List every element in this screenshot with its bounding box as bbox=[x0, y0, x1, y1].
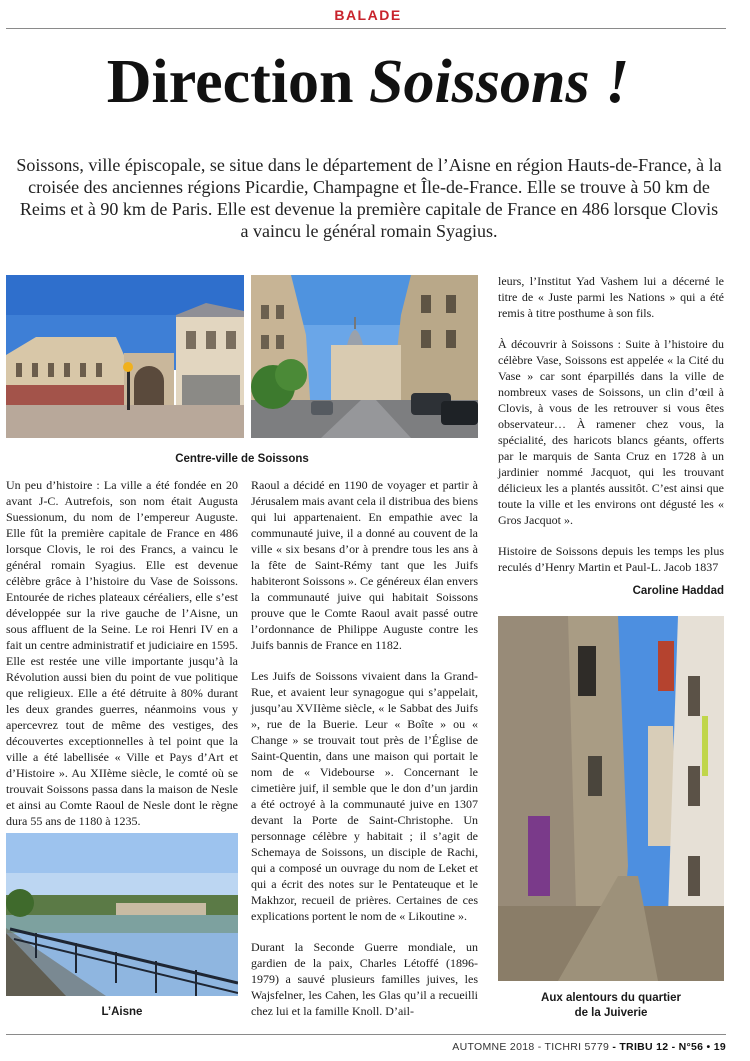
column-1 bbox=[6, 477, 238, 829]
page-footer bbox=[452, 1041, 726, 1053]
paragraph: leurs, l’Institut Yad Vashem lui a décerné le titre de « Juste parmi les Nations » qui a été remis à titre posthume à son fils. bbox=[498, 274, 724, 320]
paragraph: Les Juifs de Soissons vivaient dans la Grand-Rue, et avaient leur synagogue qui s’appelait, jusqu’au XVIIème siècle, « le Sabbat des Juifs », rue de la Buerie. Leur « Boîte » ou « Change » se trouvait tout près de l’Église de Saint-Quentin, dans une maison qui portait le nom de « Videbourse ». Concernant le cimetière juif, il semble que le don d’un jardin a été octroyé à la communauté juive en 1307 devant la Porte de Saint-Christophe. Un personnage célèbre y habitait ; il s’agit de Schemaya de Soissons, un disciple de Rachi, qui a composé un ouvrage du nom de Leket et qui a écrit des notes sur le Pentateuque et le Makhzor, recueil de prières. Certaines de ces explications portent le nom de « Likoutine ». bbox=[251, 669, 478, 923]
paragraph: À découvrir à Soissons : Suite à l’histoire du célèbre Vase, Soissons est appelée « la Cité du Vase » car sont éparpillés dans la ville de nombreux vases de Soissons, un clin d’œil à Clovis, à vous de les retrouver si vous êtes observateur… À ramener chez vous, la spécialité, des haricots blancs géants, offerts par le marquis de Santa Cruz en 1728 à un jardinier nommé Jacquot, qui les trouvant délicieux les a plantés aussitôt. C’est ainsi que toute la ville et les environs ont dégusté les « Gros Jacquot ». bbox=[498, 337, 724, 527]
caption-aisne: L’Aisne bbox=[101, 1006, 143, 1018]
paragraph: Un peu d’histoire : La ville a été fondée en 20 avant J-C. Autrefois, son nom était Augusta Suessionum, du nom de l’empereur Auguste. Elle fût la première capitale de France en 486 lorsque Clovis, le roi des Francs, a vaincu le général romain Syagius. Elle est devenue célèbre grâce à l’histoire du Vase de Soissons. Entourée de riches plateaux céréaliers, elle s’est développée sur la rive gauche de l’Aisne, un sous affluent de la Seine. Le roi Henri IV en a fait un centre administratif et judiciaire en 1595. Elle est restée une ville importante jusqu’à la Révolution aussi bien du point de vue politique que religieux. Elle a été détruite à 80% durant les deux grandes guerres, néanmoins vous y apercevrez tout de même des vestiges, des découvertes exceptionnelles à tel point que la ville a été labellisée « Ville et Pays d’Art et d’Histoire ». Au XIIème siècle, le comté où se trouvait Soissons passa dans la maison de Nesle et ainsi au Comte Raoul de Nesle dont le règne dura 55 ans de 1180 à 1235. bbox=[6, 478, 238, 828]
photo-juiverie-alley bbox=[498, 616, 724, 981]
footer-magazine: - TRIBU 12 - N°56 • 19 bbox=[612, 1041, 726, 1053]
intro-paragraph: Soissons, ville épiscopale, se situe dans le département de l’Aisne en région Hauts-de-France, à la croisée des anciennes régions Picardie, Champagne et Île-de-France. Elle se trouve à 50 km de Reims et à 90 km de Paris. Elle est devenue la première capitale de France en 486 lorsque Clovis a vaincu le général romain Syagius. bbox=[16, 155, 722, 241]
paragraph: Durant la Seconde Guerre mondiale, un gardien de la paix, Charles Létoffé (1896-1979) a sauvé plusieurs familles juives, les Wajsfelner, les Cahen, les Glas qu’il a recueilli chez lui et la famille Knoll. D’ail- bbox=[251, 940, 478, 1018]
paragraph: Raoul a décidé en 1190 de voyager et partir à Jérusalem mais avant cela il distribua des biens qui lui appartenaient. En empathie avec la communauté juive, il a donné au couvent de la ville « six besans d’or à prendre tous les ans à la fête de Saint-Rémy tant que les Juifs habiteront Soissons ». Ce généreux élan envers la communauté juive qui habitait Soissons prouve que le Comte Raoul avait passé outre l’ordonnance de Philippe Auguste contre les Juifs bannis de France en 1182. bbox=[251, 478, 478, 652]
caption-juiverie-line-2: de la Juiverie bbox=[574, 1007, 648, 1019]
author-signature: Caroline Haddad bbox=[632, 585, 724, 597]
footer-issue: AUTOMNE 2018 - TICHRI 5779 bbox=[452, 1041, 610, 1053]
caption-juiverie bbox=[498, 991, 724, 1021]
page-title bbox=[0, 44, 736, 120]
top-rule bbox=[6, 28, 726, 29]
column-3 bbox=[498, 273, 724, 575]
title-plain: Direction bbox=[106, 48, 370, 116]
bottom-rule bbox=[6, 1034, 726, 1035]
photo-street-view bbox=[251, 275, 478, 438]
caption-centre-ville: Centre-ville de Soissons bbox=[175, 453, 309, 465]
photo-aisne-river bbox=[6, 833, 238, 996]
section-label: BALADE bbox=[334, 7, 402, 23]
paragraph: Histoire de Soissons depuis les temps les plus reculés d’Henry Martin et Paul-L. Jacob 1837 bbox=[498, 544, 724, 574]
caption-juiverie-line-1: Aux alentours du quartier bbox=[541, 992, 681, 1004]
column-2 bbox=[251, 477, 478, 1019]
photo-town-square bbox=[6, 275, 244, 438]
title-emphasis: Soissons ! bbox=[369, 48, 630, 116]
